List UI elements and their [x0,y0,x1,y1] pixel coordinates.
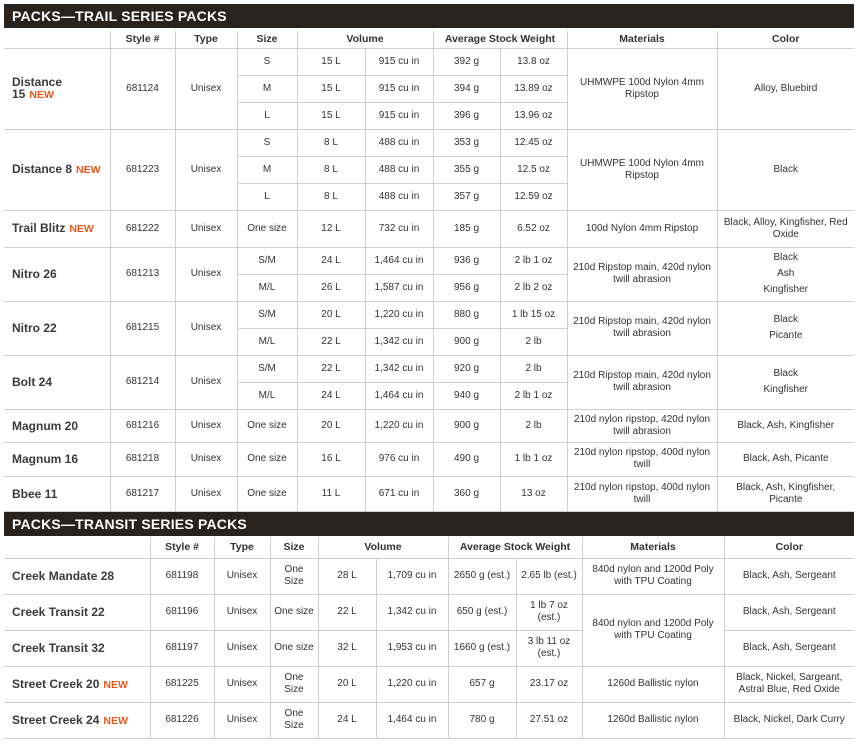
weight-ounces: 12.5 oz [500,156,567,183]
trail-series-table [4,31,854,512]
weight-ounces: 1 lb 15 oz [500,301,567,328]
materials-cell: 210d Ripstop main, 420d nylon twill abrasion [567,301,717,355]
product-name [4,558,150,594]
pack-type: Unisex [175,476,237,511]
product-name-text: Creek Transit 32 [12,641,105,655]
volume-liters: 11 L [297,476,365,511]
weight-ounces: 12.45 oz [500,129,567,156]
size-cell: One size [270,594,318,630]
weight-grams: 396 g [433,102,500,129]
size-cell: S [237,48,297,75]
volume-liters: 22 L [297,328,365,355]
weight-grams: 920 g [433,355,500,382]
pack-type: Unisex [214,558,270,594]
new-badge: NEW [103,678,128,691]
weight-ounces: 13.8 oz [500,48,567,75]
materials-cell: 210d Ripstop main, 420d nylon twill abrasion [567,355,717,409]
materials-cell: 210d nylon ripstop, 420d nylon twill abrasion [567,409,717,442]
volume-cubic-inches: 1,220 cu in [376,666,448,702]
style-number: 681198 [150,558,214,594]
header-size: Size [270,537,318,558]
style-number: 681226 [150,702,214,738]
color-option: Ash [777,268,795,279]
weight-ounces: 3 lb 11 oz (est.) [516,630,582,666]
weight-ounces: 1 lb 7 oz (est.) [516,594,582,630]
materials-cell: 100d Nylon 4mm Ripstop [567,210,717,247]
product-name-text: Magnum 16 [12,452,79,466]
pack-type: Unisex [214,702,270,738]
table-header-row [4,537,854,558]
volume-cubic-inches: 1,464 cu in [376,702,448,738]
table-row [4,301,854,328]
volume-cubic-inches: 732 cu in [365,210,433,247]
color-cell: Black, Ash, Picante [717,442,854,476]
style-number: 681213 [110,247,175,301]
weight-ounces: 2 lb 1 oz [500,382,567,409]
product-name-text: Trail Blitz [12,221,66,235]
volume-cubic-inches: 915 cu in [365,102,433,129]
product-name [4,630,150,666]
color-option: Black [773,368,798,379]
color-option: Kingfisher [763,284,808,295]
product-name [4,247,110,301]
volume-cubic-inches: 488 cu in [365,183,433,210]
materials-cell: 840d nylon and 1200d Poly with TPU Coating [582,594,724,666]
weight-grams: 1660 g (est.) [448,630,516,666]
color-cell [717,301,854,355]
pack-type: Unisex [175,442,237,476]
volume-liters: 28 L [318,558,376,594]
volume-cubic-inches: 915 cu in [365,75,433,102]
volume-liters: 16 L [297,442,365,476]
color-cell: Black [717,129,854,210]
style-number: 681225 [150,666,214,702]
trail-series-banner: PACKS—TRAIL SERIES PACKS [4,4,854,28]
style-number: 681222 [110,210,175,247]
volume-cubic-inches: 1,953 cu in [376,630,448,666]
product-name [4,210,110,247]
weight-ounces: 6.52 oz [500,210,567,247]
weight-ounces: 2 lb 1 oz [500,247,567,274]
style-number: 681124 [110,48,175,129]
color-cell: Alloy, Bluebird [717,48,854,129]
size-cell: M/L [237,382,297,409]
table-row [4,666,854,702]
materials-cell: 1260d Ballistic nylon [582,702,724,738]
weight-grams: 657 g [448,666,516,702]
color-cell: Black, Nickel, Sargeant, Astral Blue, Red Oxide [724,666,854,702]
weight-grams: 900 g [433,409,500,442]
style-number: 681216 [110,409,175,442]
volume-liters: 15 L [297,75,365,102]
volume-liters: 15 L [297,48,365,75]
table-row [4,476,854,511]
volume-liters: 8 L [297,156,365,183]
volume-cubic-inches: 1,220 cu in [365,301,433,328]
volume-liters: 22 L [297,355,365,382]
volume-liters: 24 L [318,702,376,738]
weight-grams: 394 g [433,75,500,102]
header-materials: Materials [567,31,717,48]
pack-type: Unisex [214,630,270,666]
materials-cell: 1260d Ballistic nylon [582,666,724,702]
volume-cubic-inches: 1,342 cu in [365,355,433,382]
style-number: 681214 [110,355,175,409]
pack-type: Unisex [175,210,237,247]
product-name-text: Distance 15 [12,75,63,101]
volume-cubic-inches: 976 cu in [365,442,433,476]
volume-liters: 24 L [297,247,365,274]
weight-grams: 355 g [433,156,500,183]
volume-liters: 8 L [297,183,365,210]
color-cell [717,247,854,301]
size-cell: M [237,156,297,183]
volume-liters: 20 L [318,666,376,702]
weight-ounces: 13 oz [500,476,567,511]
color-cell [717,355,854,409]
volume-cubic-inches: 488 cu in [365,129,433,156]
weight-grams: 956 g [433,274,500,301]
size-cell: One Size [270,702,318,738]
volume-liters: 22 L [318,594,376,630]
weight-ounces: 13.89 oz [500,75,567,102]
volume-cubic-inches: 1,342 cu in [376,594,448,630]
size-cell: One size [237,409,297,442]
table-row [4,210,854,247]
size-cell: S/M [237,301,297,328]
style-number: 681223 [110,129,175,210]
color-cell: Black, Ash, Sergeant [724,630,854,666]
product-name-text: Street Creek 20 [12,676,100,691]
table-row [4,442,854,476]
table-row [4,630,854,666]
weight-ounces: 23.17 oz [516,666,582,702]
materials-cell: 210d nylon ripstop, 400d nylon twill [567,476,717,511]
volume-cubic-inches: 1,220 cu in [365,409,433,442]
style-number: 681215 [110,301,175,355]
product-name-text: Street Creek 24 [12,712,100,727]
product-name-text: Nitro 22 [12,321,57,335]
weight-ounces: 12.59 oz [500,183,567,210]
weight-grams: 357 g [433,183,500,210]
weight-grams: 490 g [433,442,500,476]
new-badge: NEW [69,223,94,235]
table-header-row [4,31,854,48]
header-volume: Volume [297,31,433,48]
materials-cell: 210d Ripstop main, 420d nylon twill abrasion [567,247,717,301]
weight-grams: 185 g [433,210,500,247]
table-row [4,594,854,630]
table-row [4,48,854,75]
weight-grams: 900 g [433,328,500,355]
materials-cell: 840d nylon and 1200d Poly with TPU Coating [582,558,724,594]
weight-ounces: 27.51 oz [516,702,582,738]
weight-ounces: 2 lb 2 oz [500,274,567,301]
product-name [4,48,110,129]
size-cell: One size [270,630,318,666]
product-name [4,442,110,476]
size-cell: M/L [237,328,297,355]
pack-type: Unisex [175,247,237,301]
table-row [4,702,854,738]
weight-grams: 780 g [448,702,516,738]
new-badge: NEW [29,89,54,101]
volume-liters: 15 L [297,102,365,129]
size-cell: One Size [270,558,318,594]
pack-type: Unisex [175,301,237,355]
size-cell: One Size [270,666,318,702]
pack-type: Unisex [175,409,237,442]
table-row [4,129,854,156]
weight-grams: 360 g [433,476,500,511]
size-cell: One size [237,476,297,511]
size-cell: M [237,75,297,102]
weight-grams: 2650 g (est.) [448,558,516,594]
product-name [4,129,110,210]
header-materials: Materials [582,537,724,558]
materials-cell: 210d nylon ripstop, 400d nylon twill [567,442,717,476]
volume-liters: 20 L [297,301,365,328]
volume-cubic-inches: 1,709 cu in [376,558,448,594]
product-name [4,594,150,630]
weight-ounces: 2 lb [500,409,567,442]
volume-liters: 32 L [318,630,376,666]
color-option: Kingfisher [763,384,808,395]
new-badge: NEW [103,714,128,727]
size-cell: L [237,183,297,210]
header-color: Color [724,537,854,558]
size-cell: M/L [237,274,297,301]
weight-grams: 936 g [433,247,500,274]
weight-grams: 392 g [433,48,500,75]
product-name-text: Creek Mandate 28 [12,569,115,583]
pack-type: Unisex [214,666,270,702]
table-row [4,558,854,594]
header-name [4,537,150,558]
color-option: Black [773,314,798,325]
volume-liters: 12 L [297,210,365,247]
weight-ounces: 2.65 lb (est.) [516,558,582,594]
color-cell: Black, Ash, Kingfisher, Picante [717,476,854,511]
product-name-text: Creek Transit 22 [12,605,105,619]
transit-series-banner: PACKS—TRANSIT SERIES PACKS [4,512,854,536]
weight-grams: 353 g [433,129,500,156]
color-option: Picante [769,330,803,341]
product-name [4,666,150,702]
product-name [4,301,110,355]
volume-cubic-inches: 915 cu in [365,48,433,75]
product-name-text: Distance 8 [12,162,73,176]
size-cell: S/M [237,355,297,382]
size-cell: S [237,129,297,156]
weight-ounces: 1 lb 1 oz [500,442,567,476]
volume-cubic-inches: 1,587 cu in [365,274,433,301]
table-row [4,355,854,382]
header-size: Size [237,31,297,48]
new-badge: NEW [76,164,101,176]
weight-ounces: 2 lb [500,355,567,382]
color-option: Black [773,252,798,263]
color-cell: Black, Ash, Sergeant [724,558,854,594]
header-style: Style # [110,31,175,48]
volume-liters: 20 L [297,409,365,442]
color-cell: Black, Alloy, Kingfisher, Red Oxide [717,210,854,247]
materials-cell: UHMWPE 100d Nylon 4mm Ripstop [567,129,717,210]
volume-liters: 8 L [297,129,365,156]
pack-type: Unisex [175,48,237,129]
header-type: Type [175,31,237,48]
transit-series-table [4,537,854,739]
volume-liters: 24 L [297,382,365,409]
style-number: 681197 [150,630,214,666]
header-type: Type [214,537,270,558]
size-cell: L [237,102,297,129]
pack-type: Unisex [175,355,237,409]
color-cell: Black, Nickel, Dark Curry [724,702,854,738]
header-style: Style # [150,537,214,558]
size-cell: One size [237,210,297,247]
size-cell: One size [237,442,297,476]
pack-type: Unisex [214,594,270,630]
product-name [4,355,110,409]
pack-type: Unisex [175,129,237,210]
weight-grams: 940 g [433,382,500,409]
weight-ounces: 2 lb [500,328,567,355]
color-cell: Black, Ash, Kingfisher [717,409,854,442]
product-name-text: Nitro 26 [12,267,57,281]
volume-cubic-inches: 1,342 cu in [365,328,433,355]
product-name [4,476,110,511]
volume-cubic-inches: 671 cu in [365,476,433,511]
header-weight: Average Stock Weight [433,31,567,48]
header-weight: Average Stock Weight [448,537,582,558]
product-name-text: Bbee 11 [12,486,58,501]
volume-liters: 26 L [297,274,365,301]
color-cell: Black, Ash, Sergeant [724,594,854,630]
weight-ounces: 13.96 oz [500,102,567,129]
weight-grams: 650 g (est.) [448,594,516,630]
style-number: 681218 [110,442,175,476]
product-name-text: Bolt 24 [12,375,53,389]
volume-cubic-inches: 1,464 cu in [365,382,433,409]
style-number: 681217 [110,476,175,511]
volume-cubic-inches: 488 cu in [365,156,433,183]
header-name [4,31,110,48]
header-volume: Volume [318,537,448,558]
size-cell: S/M [237,247,297,274]
product-name [4,702,150,738]
weight-grams: 880 g [433,301,500,328]
materials-cell: UHMWPE 100d Nylon 4mm Ripstop [567,48,717,129]
header-color: Color [717,31,854,48]
style-number: 681196 [150,594,214,630]
product-name-text: Magnum 20 [12,418,79,433]
product-name [4,409,110,442]
table-row [4,247,854,274]
table-row [4,409,854,442]
volume-cubic-inches: 1,464 cu in [365,247,433,274]
